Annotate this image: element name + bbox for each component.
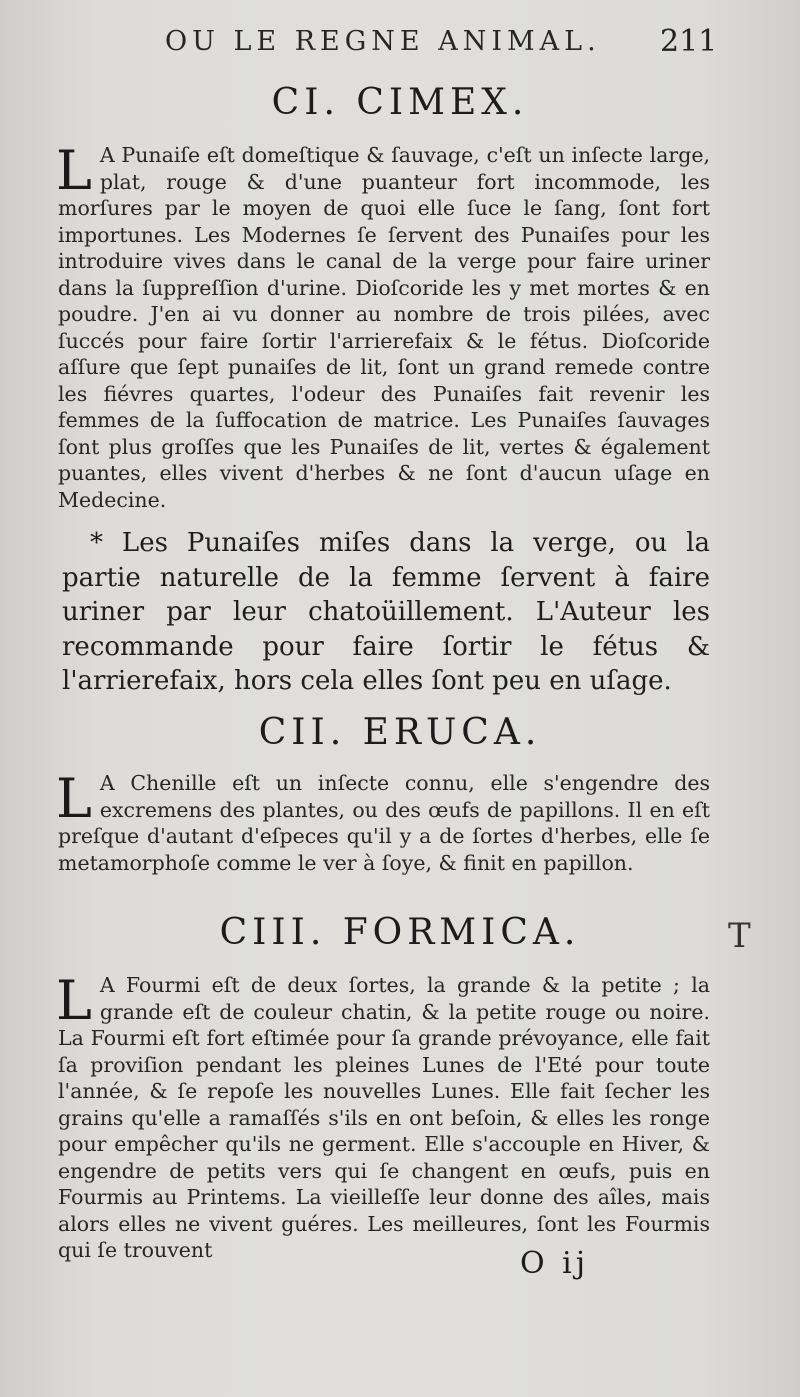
- dropcap: L: [56, 969, 92, 1032]
- page-number: 211: [660, 24, 718, 59]
- signature-mark: O ij: [520, 1246, 590, 1281]
- section-title-eruca: CII. ERUCA.: [258, 712, 542, 753]
- section-title-formica: CIII. FORMICA.: [219, 912, 581, 953]
- paragraph-text: A Chenille eſt un inſecte connu, elle s'engendre des excremens des plantes, ou des œufs de papillons. Il en eſt preſque d'autant d'eſpeces qu'il y a de ſortes d'herbes, elle ſe metamorphoſe comme le ver à ſoye, & finit en papillon.: [58, 771, 710, 875]
- paragraph-text: A Punaiſe eſt domeſtique & ſauvage, c'eſt un inſecte large, plat, rouge & d'une puanteur fort incommode, les morſures par le moyen de quoi elle ſuce le ſang, ſont fort importunes. Les Modernes ſe ſervent des Punaiſes pour les introduire vives dans le canal de la verge pour faire uriner dans la ſuppreſſion d'urine. Dioſcoride les y met mortes & en poudre. J'en ai vu donner au nombre de trois pilées, avec ſuccés pour faire ſortir l'arrierefaix & le fétus. Dioſcoride aſſure que ſept punaiſes de lit, ſont un grand remede contre les fiévres quartes, l'odeur des Punaiſes fait revenir les femmes de la ſuffocation de matrice. Les Punaiſes ſauvages ſont plus groſſes que les Punaiſes de lit, vertes & également puantes, elles vivent d'herbes & ne ſont d'aucun uſage en Medecine.: [58, 143, 710, 512]
- paragraph-cimex: [56, 139, 710, 513]
- editor-note: * Les Punaiſes miſes dans la verge, ou la partie naturelle de la femme ſervent à faire uriner par leur chatoüillement. L'Auteur les recommande pour faire ſortir le fétus & l'arrierefaix, hors cela elles ſont peu en uſage.: [62, 528, 710, 696]
- running-head-title: OU LE REGNE ANIMAL.: [165, 26, 601, 57]
- margin-mark: T: [728, 916, 751, 956]
- dropcap: L: [56, 139, 92, 202]
- running-head: [0, 22, 800, 62]
- section-title-cimex: CI. CIMEX.: [271, 82, 529, 123]
- paragraph-text: A Fourmi eſt de deux ſortes, la grande & la petite ; la grande eſt de couleur chatin, & la petite rouge ou noire. La Fourmi eſt fort eſtimée pour ſa grande prévoyance, elle fait ſa proviſion pendant les pleines Lunes de l'Eté pour toute l'année, & ſe repoſe les nouvelles Lunes. Elle fait ſecher les grains qu'elle a ramaſſés s'ils en ont beſoin, & elles les ronge pour empêcher qu'ils ne germent. Elle s'accouple en Hiver, & engendre de petits vers qui ſe changent en œufs, puis en Fourmis au Printems. La vieilleſſe leur donne des aîles, mais alors elles ne vivent guéres. Les meilleures, ſont les Fourmis qui ſe trouvent: [58, 973, 710, 1262]
- paragraph-formica: [56, 969, 710, 1264]
- paragraph-eruca: [56, 767, 710, 876]
- dropcap: L: [56, 767, 92, 830]
